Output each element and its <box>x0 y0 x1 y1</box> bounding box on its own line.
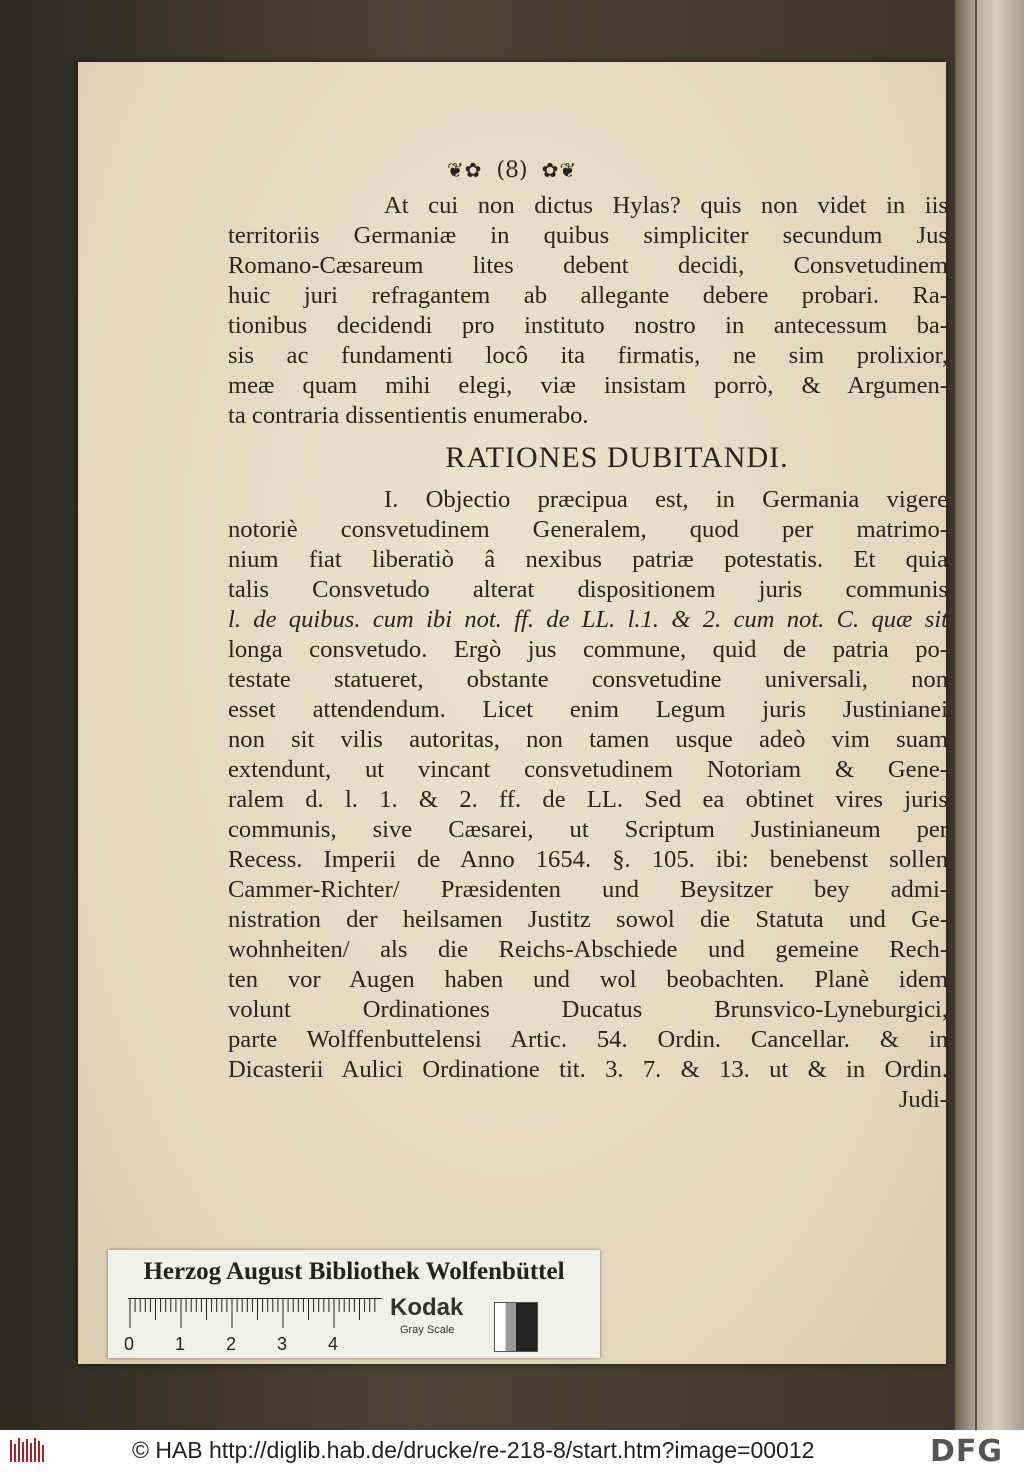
text-line: huic juri refragantem ab allegante debere probari. Ra- <box>228 282 948 309</box>
text-line: I. Objectio præcipua est, in Germania vigere <box>384 486 948 513</box>
text-line: talis Consvetudo alterat dispositionem juris communis <box>228 576 948 603</box>
footer-bar <box>0 1430 1024 1472</box>
page-number: (8) <box>496 158 528 183</box>
ornament-left-icon: ❦✿ <box>446 158 483 182</box>
text-line: l. de quibus. cum ibi not. ff. de LL. l.1. & 2. cum not. C. quæ sit <box>228 606 948 633</box>
copyright-url[interactable]: © HAB http://diglib.hab.de/drucke/re-218-8/start.htm?image=00012 <box>132 1437 815 1463</box>
text-line: ralem d. l. 1. & 2. ff. de LL. Sed ea obtinet vires juris <box>228 786 948 813</box>
ornament-right-icon: ✿❦ <box>541 158 578 182</box>
text-line: territoriis Germaniæ in quibus simpliciter secundum Jus <box>228 222 948 249</box>
ruler-number: 2 <box>226 1334 237 1354</box>
ruler <box>128 1298 382 1338</box>
next-page-edge <box>955 0 1024 1430</box>
ruler-number: 4 <box>328 1334 339 1354</box>
text-line: notoriè consvetudinem Generalem, quod per matrimo- <box>228 516 948 543</box>
text-line: parte Wolffenbuttelensi Artic. 54. Ordin. Cancellar. & in <box>228 1026 948 1053</box>
text-line: longa consvetudo. Ergò jus commune, quid de patria po- <box>228 636 948 663</box>
text-line: ta contraria dissentientis enumerabo. <box>228 402 589 429</box>
text-line: non sit vilis autoritas, non tamen usque adeò vim suam <box>228 726 948 753</box>
text-line: tionibus decidendi pro instituto nostro in antecessum ba- <box>228 312 948 339</box>
text-line: ten vor Augen haben und wol beobachten. Planè idem <box>228 966 948 993</box>
text-line: nium fiat liberatiò â nexibus patriæ potestatis. Et quia <box>228 546 948 573</box>
paragraph-1 <box>228 191 948 431</box>
gray-scale-patch <box>494 1302 538 1352</box>
kodak-subtitle: Gray Scale <box>400 1324 455 1336</box>
paragraph-2 <box>228 485 948 1085</box>
section-heading: RATIONES DUBITANDI. <box>445 441 789 474</box>
text-line: sis ac fundamenti locô ita firmatis, ne sim prolixior, <box>228 342 948 369</box>
text-line: testate statueret, obstante consvetudine universali, non <box>228 666 948 693</box>
text-line: Dicasterii Aulici Ordinatione tit. 3. 7. & 13. ut & in Ordin. <box>228 1056 948 1083</box>
hab-logo-icon <box>8 1436 48 1466</box>
ruler-number: 3 <box>277 1334 288 1354</box>
kodak-logo: Kodak <box>390 1294 464 1321</box>
text-line: communis, sive Cæsarei, ut Scriptum Justinianeum per <box>228 816 948 843</box>
library-name: Herzog August Bibliothek Wolfenbüttel <box>143 1258 565 1285</box>
text-line: At cui non dictus Hylas? quis non videt in iis <box>384 192 948 219</box>
book-page <box>78 62 946 1364</box>
ruler-number: 0 <box>124 1334 135 1354</box>
text-line: esset attendendum. Licet enim Legum juris Justinianei <box>228 696 948 723</box>
text-line: Cammer-Richter/ Præsidenten und Beysitzer bey admi- <box>228 876 948 903</box>
library-color-card <box>108 1250 600 1358</box>
text-line: Recess. Imperii de Anno 1654. §. 105. ibi: benebenst sollen <box>228 846 948 873</box>
dfg-logo: DFG <box>930 1434 1004 1469</box>
ruler-number: 1 <box>175 1334 186 1354</box>
text-line: extendunt, ut vincant consvetudinem Notoriam & Gene- <box>228 756 948 783</box>
ruler-numbers <box>124 1334 384 1356</box>
page-header <box>78 158 946 183</box>
text-line: nistration der heilsamen Justitz sowol die Statuta und Ge- <box>228 906 948 933</box>
text-line: volunt Ordinationes Ducatus Brunsvico-Lyneburgici, <box>228 996 948 1023</box>
text-line: wohnheiten/ als die Reichs-Abschiede und gemeine Rech- <box>228 936 948 963</box>
main-text <box>228 191 948 1115</box>
text-line: meæ quam mihi elegi, viæ insistam porrò, & Argumen- <box>228 372 948 399</box>
catchword: Judi- <box>898 1086 948 1113</box>
text-line: Romano-Cæsareum lites debent decidi, Consvetudinem <box>228 252 948 279</box>
